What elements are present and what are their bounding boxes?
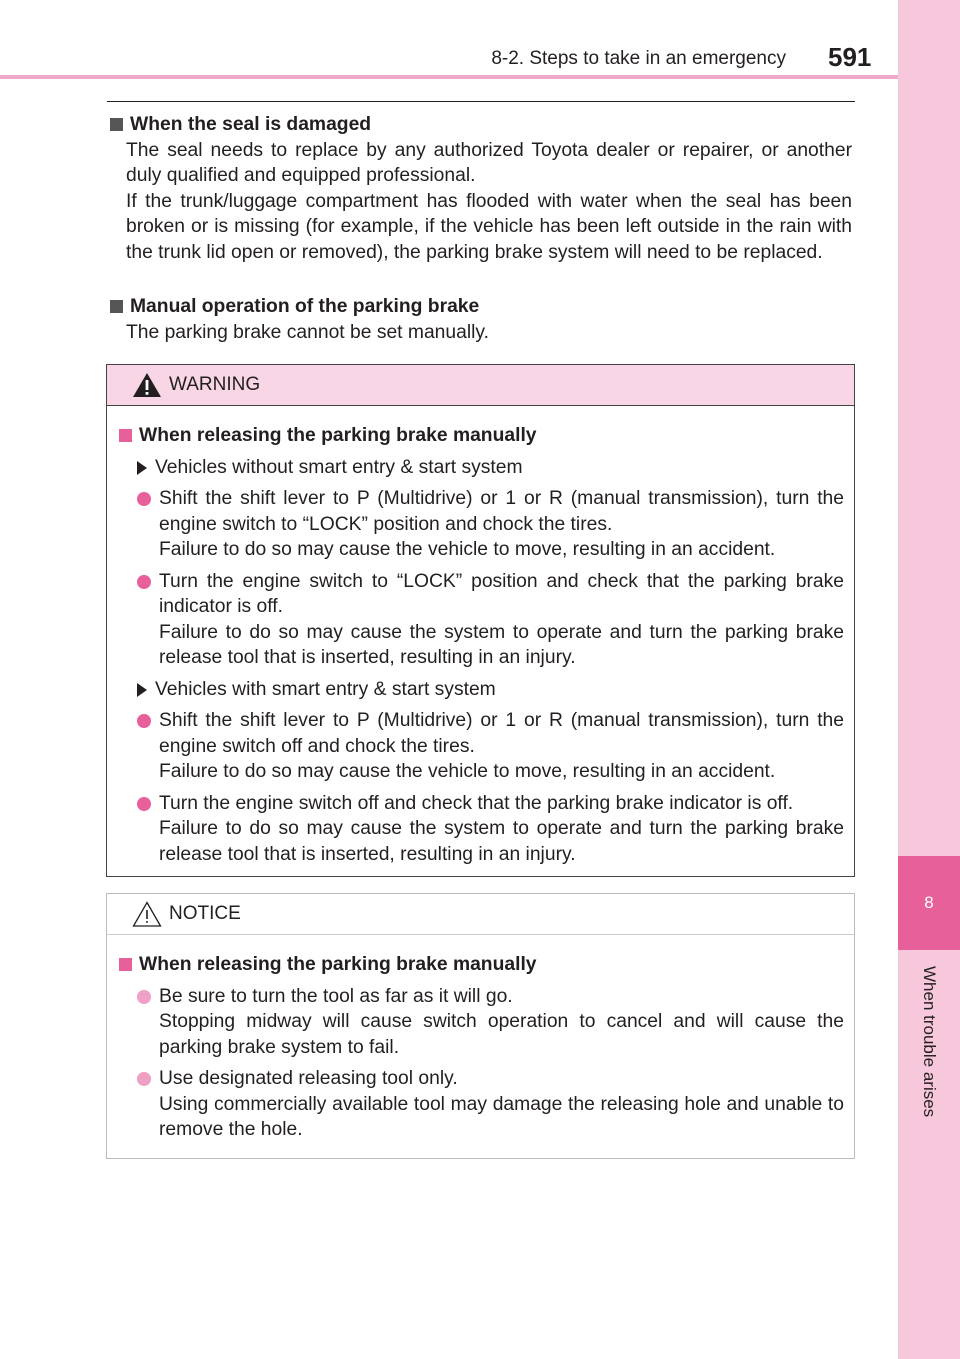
list-item: Shift the shift lever to P (Multidrive) or 1 or R (manual transmission), turn the engine switch off and chock the tires. Failure to do so may cause the vehicle to move, resulting in an accident. [137, 708, 844, 785]
vehicle-type-label: Vehicles with smart entry & start system [137, 677, 844, 703]
bullet-dot-icon [137, 714, 151, 728]
warning-body [107, 406, 854, 885]
square-bullet-icon [110, 118, 123, 131]
warning-header [107, 365, 854, 406]
vehicle-type-label: Vehicles without smart entry & start system [137, 455, 844, 481]
notice-label: NOTICE [169, 903, 241, 924]
caution-triangle-icon [132, 901, 162, 927]
arrow-right-icon [137, 683, 147, 697]
square-bullet-icon [119, 958, 132, 971]
list-item: Turn the engine switch to “LOCK” position and check that the parking brake indicator is off. Failure to do so may cause the system to operate and turn the parking brake release tool that is inserted, resulting in an injury. [137, 569, 844, 671]
notice-title: When releasing the parking brake manually [119, 952, 844, 978]
warning-box [106, 364, 855, 877]
square-bullet-icon [110, 300, 123, 313]
bullet-dot-icon [137, 797, 151, 811]
list-item: Be sure to turn the tool as far as it will go. Stopping midway will cause switch operation to cancel and will cause the parking brake system to fail. [137, 984, 844, 1061]
content-top-rule [107, 101, 855, 102]
warning-triangle-icon [132, 372, 162, 398]
section-body: The parking brake cannot be set manually. [126, 321, 489, 343]
section-title: 8-2. Steps to take in an emergency [491, 48, 786, 69]
section-heading: Manual operation of the parking brake [110, 294, 852, 320]
list-item: Turn the engine switch off and check that the parking brake indicator is off. Failure to do so may cause the system to operate and turn the parking brake release tool that is inserted, resulting in an injury. [137, 791, 844, 868]
square-bullet-icon [119, 429, 132, 442]
bullet-dot-icon [137, 990, 151, 1004]
notice-body [107, 935, 854, 1161]
list-item: Use designated releasing tool only. Using commercially available tool may damage the releasing hole and unable to remove the hole. [137, 1066, 844, 1143]
chapter-title: When trouble arises [920, 966, 939, 1118]
header-rule [0, 75, 898, 79]
warning-label: WARNING [169, 374, 261, 395]
section-manual-operation [110, 294, 852, 345]
chapter-number: 8 [898, 856, 960, 950]
section-body: The seal needs to replace by any authorized Toyota dealer or repairer, or another duly qualified and equipped professional. If the trunk/luggage compartment has flooded with water when the seal has been broken or is missing (for example, if the vehicle has been left outside in the rain with the trunk lid open or removed), the parking brake system will need to be replaced. [126, 139, 852, 263]
notice-header [107, 894, 854, 935]
section-seal-damaged [110, 112, 852, 265]
warning-title: When releasing the parking brake manually [119, 423, 844, 449]
bullet-dot-icon [137, 492, 151, 506]
bullet-dot-icon [137, 1072, 151, 1086]
bullet-dot-icon [137, 575, 151, 589]
arrow-right-icon [137, 461, 147, 475]
list-item: Shift the shift lever to P (Multidrive) or 1 or R (manual transmission), turn the engine switch to “LOCK” position and chock the tires. Failure to do so may cause the vehicle to move, resulting in an accident. [137, 486, 844, 563]
notice-box [106, 893, 855, 1159]
section-heading: When the seal is damaged [110, 112, 852, 138]
chapter-side-tab [898, 0, 960, 1359]
page-number: 591 [828, 42, 872, 72]
